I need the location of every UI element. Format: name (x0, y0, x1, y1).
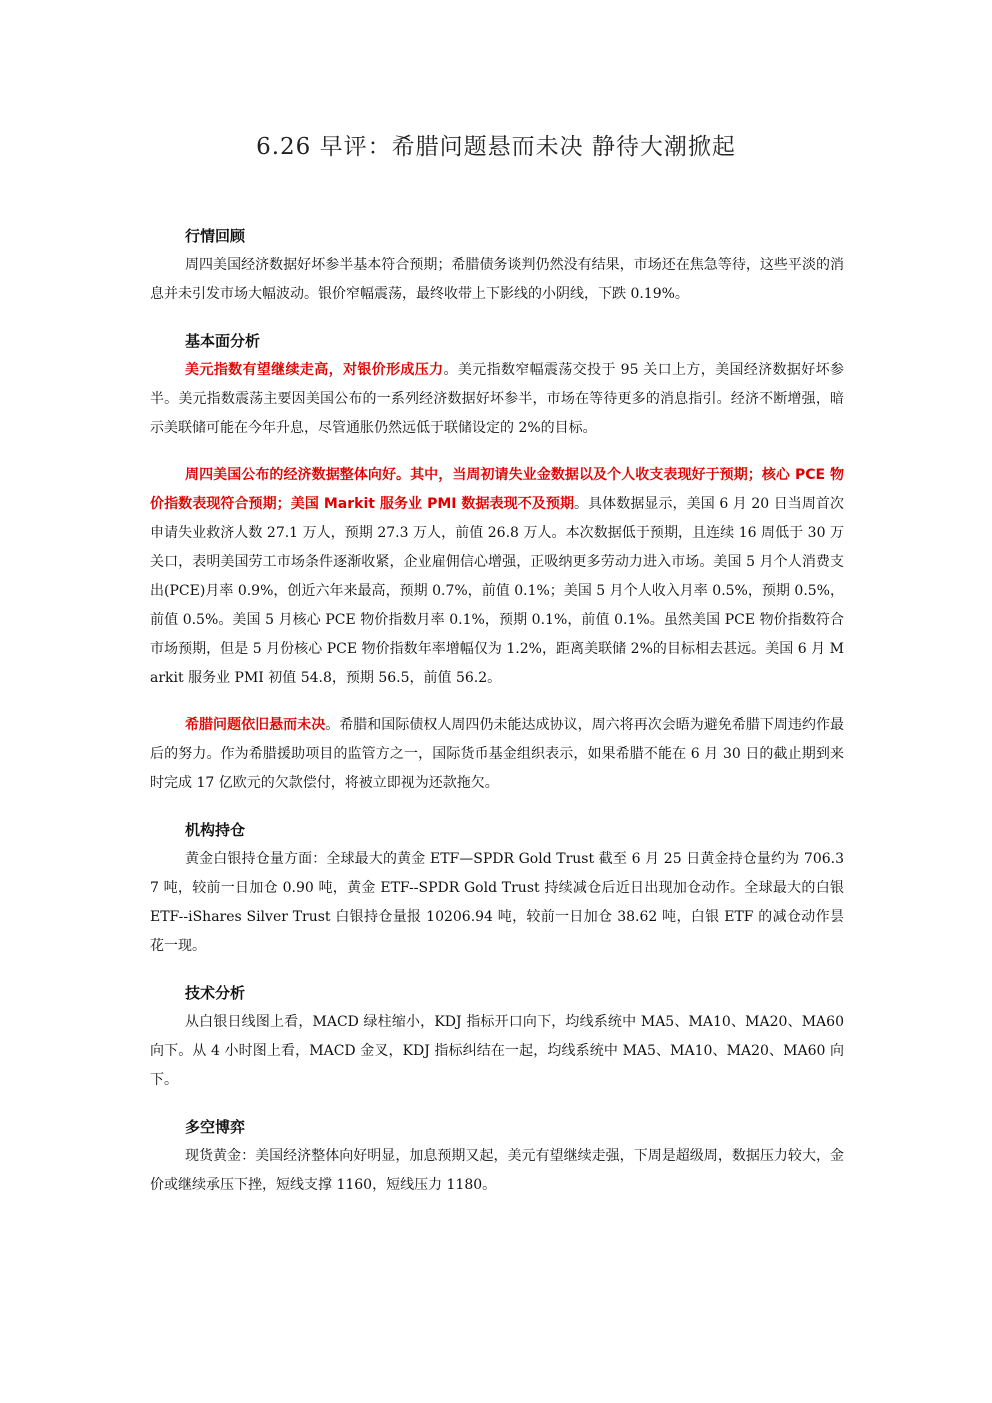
section-heading: 机构持仓 (185, 821, 246, 839)
section-fundamental-analysis (150, 327, 844, 798)
paragraph: 黄金白银持仓量方面：全球最大的黄金 ETF—SPDR Gold Trust 截至 6 月 25 日黄金持仓量约为 706.37 吨，较前一日加仓 0.90 吨，黄金 ETF--SPDR Gold Trust 持续减仓后近日出现加仓动作。全球最大的白银 ETF--iShares Silver Trust 白银持仓量报 10206.94 吨，较前一日加仓 38.62 吨，白银 ETF 的减仓动作昙花一现。 (150, 851, 844, 954)
spacer (150, 693, 844, 711)
paragraph: 现货黄金：美国经济整体向好明显，加息预期又起，美元有望继续走强，下周是超级周，数据压力较大，金价或继续承压下挫，短线支撑 1160，短线压力 1180。 (150, 1148, 844, 1193)
section-long-short (150, 1113, 844, 1200)
spacer (150, 798, 844, 816)
paragraph (150, 711, 844, 798)
section-heading: 技术分析 (185, 984, 246, 1002)
paragraph: 周四美国经济数据好坏参半基本符合预期；希腊债务谈判仍然没有结果，市场还在焦急等待，这些平淡的消息并未引发市场大幅波动。银价窄幅震荡，最终收带上下影线的小阴线，下跌 0.19%。 (150, 257, 844, 302)
paragraph: 从白银日线图上看，MACD 绿柱缩小，KDJ 指标开口向下，均线系统中 MA5、MA10、MA20、MA60 向下。从 4 小时图上看，MACD 金叉，KDJ 指标纠结在一起，均线系统中 MA5、MA10、MA20、MA60 向下。 (150, 1014, 844, 1088)
page-title: 6.26 早评：希腊问题悬而未决 静待大潮掀起 (256, 134, 736, 160)
highlight-text: 希腊问题依旧悬而未决 (185, 717, 326, 733)
paragraph-text: 。希腊和国际债权人周四仍未能达成协议，周六将再次会晤为避免希腊下周违约作最后的努力。作为希腊援助项目的监管方之一，国际货币基金组织表示，如果希腊不能在 6 月 30 日的截止期到来时完成 17 亿欧元的欠款偿付，将被立即视为还款拖欠。 (150, 717, 844, 791)
spacer (150, 1095, 844, 1113)
document-body (150, 222, 844, 1200)
paragraph-text: 。美元指数窄幅震荡交投于 95 关口上方，美国经济数据好坏参半。美元指数震荡主要因美国公布的一系列经济数据好坏参半，市场在等待更多的消息指引。经济不断增强，暗示美联储可能在今年升息，尽管通胀仍然远低于联储设定的 2%的目标。 (150, 362, 844, 436)
paragraph (150, 461, 844, 693)
spacer (150, 961, 844, 979)
section-institutional-positions (150, 816, 844, 961)
section-heading: 基本面分析 (185, 332, 261, 350)
spacer (150, 443, 844, 461)
paragraph (150, 356, 844, 443)
paragraph-text: 。具体数据显示，美国 6 月 20 日当周首次申请失业救济人数 27.1 万人，预期 27.3 万人，前值 26.8 万人。本次数据低于预期，且连续 16 周低于 30 万关口，表明美国劳工市场条件逐渐收紧，企业雇佣信心增强，正吸纳更多劳动力进入市场。美国 5 月个人消费支出(PCE)月率 0.9%，创近六年来最高，预期 0.7%，前值 0.1%；美国 5 月个人收入月率 0.5%，预期 0.5%，前值 0.5%。美国 5 月核心 PCE 物价指数月率 0.1%，预期 0.1%，前值 0.1%。虽然美国 PCE 物价指数符合市场预期，但是 5 月份核心 PCE 物价指数年率增幅仅为 1.2%，距离美联储 2%的目标相去甚远。美国 6 月 Markit 服务业 PMI 初值 54.8，预期 56.5，前值 56.2。 (150, 496, 844, 686)
section-technical-analysis (150, 979, 844, 1095)
section-heading: 多空博弈 (185, 1118, 246, 1136)
section-heading: 行情回顾 (185, 227, 246, 245)
spacer (150, 309, 844, 327)
section-market-review (150, 222, 844, 309)
highlight-text: 美元指数有望继续走高，对银价形成压力 (185, 362, 444, 378)
highlight-text: 周四美国公布的经济数据整体向好。其中，当周初请失业金数据以及个人收支表现好于预期；核心 PCE 物价指数表现符合预期；美国 Markit 服务业 PMI 数据表现不及预期 (150, 467, 844, 512)
